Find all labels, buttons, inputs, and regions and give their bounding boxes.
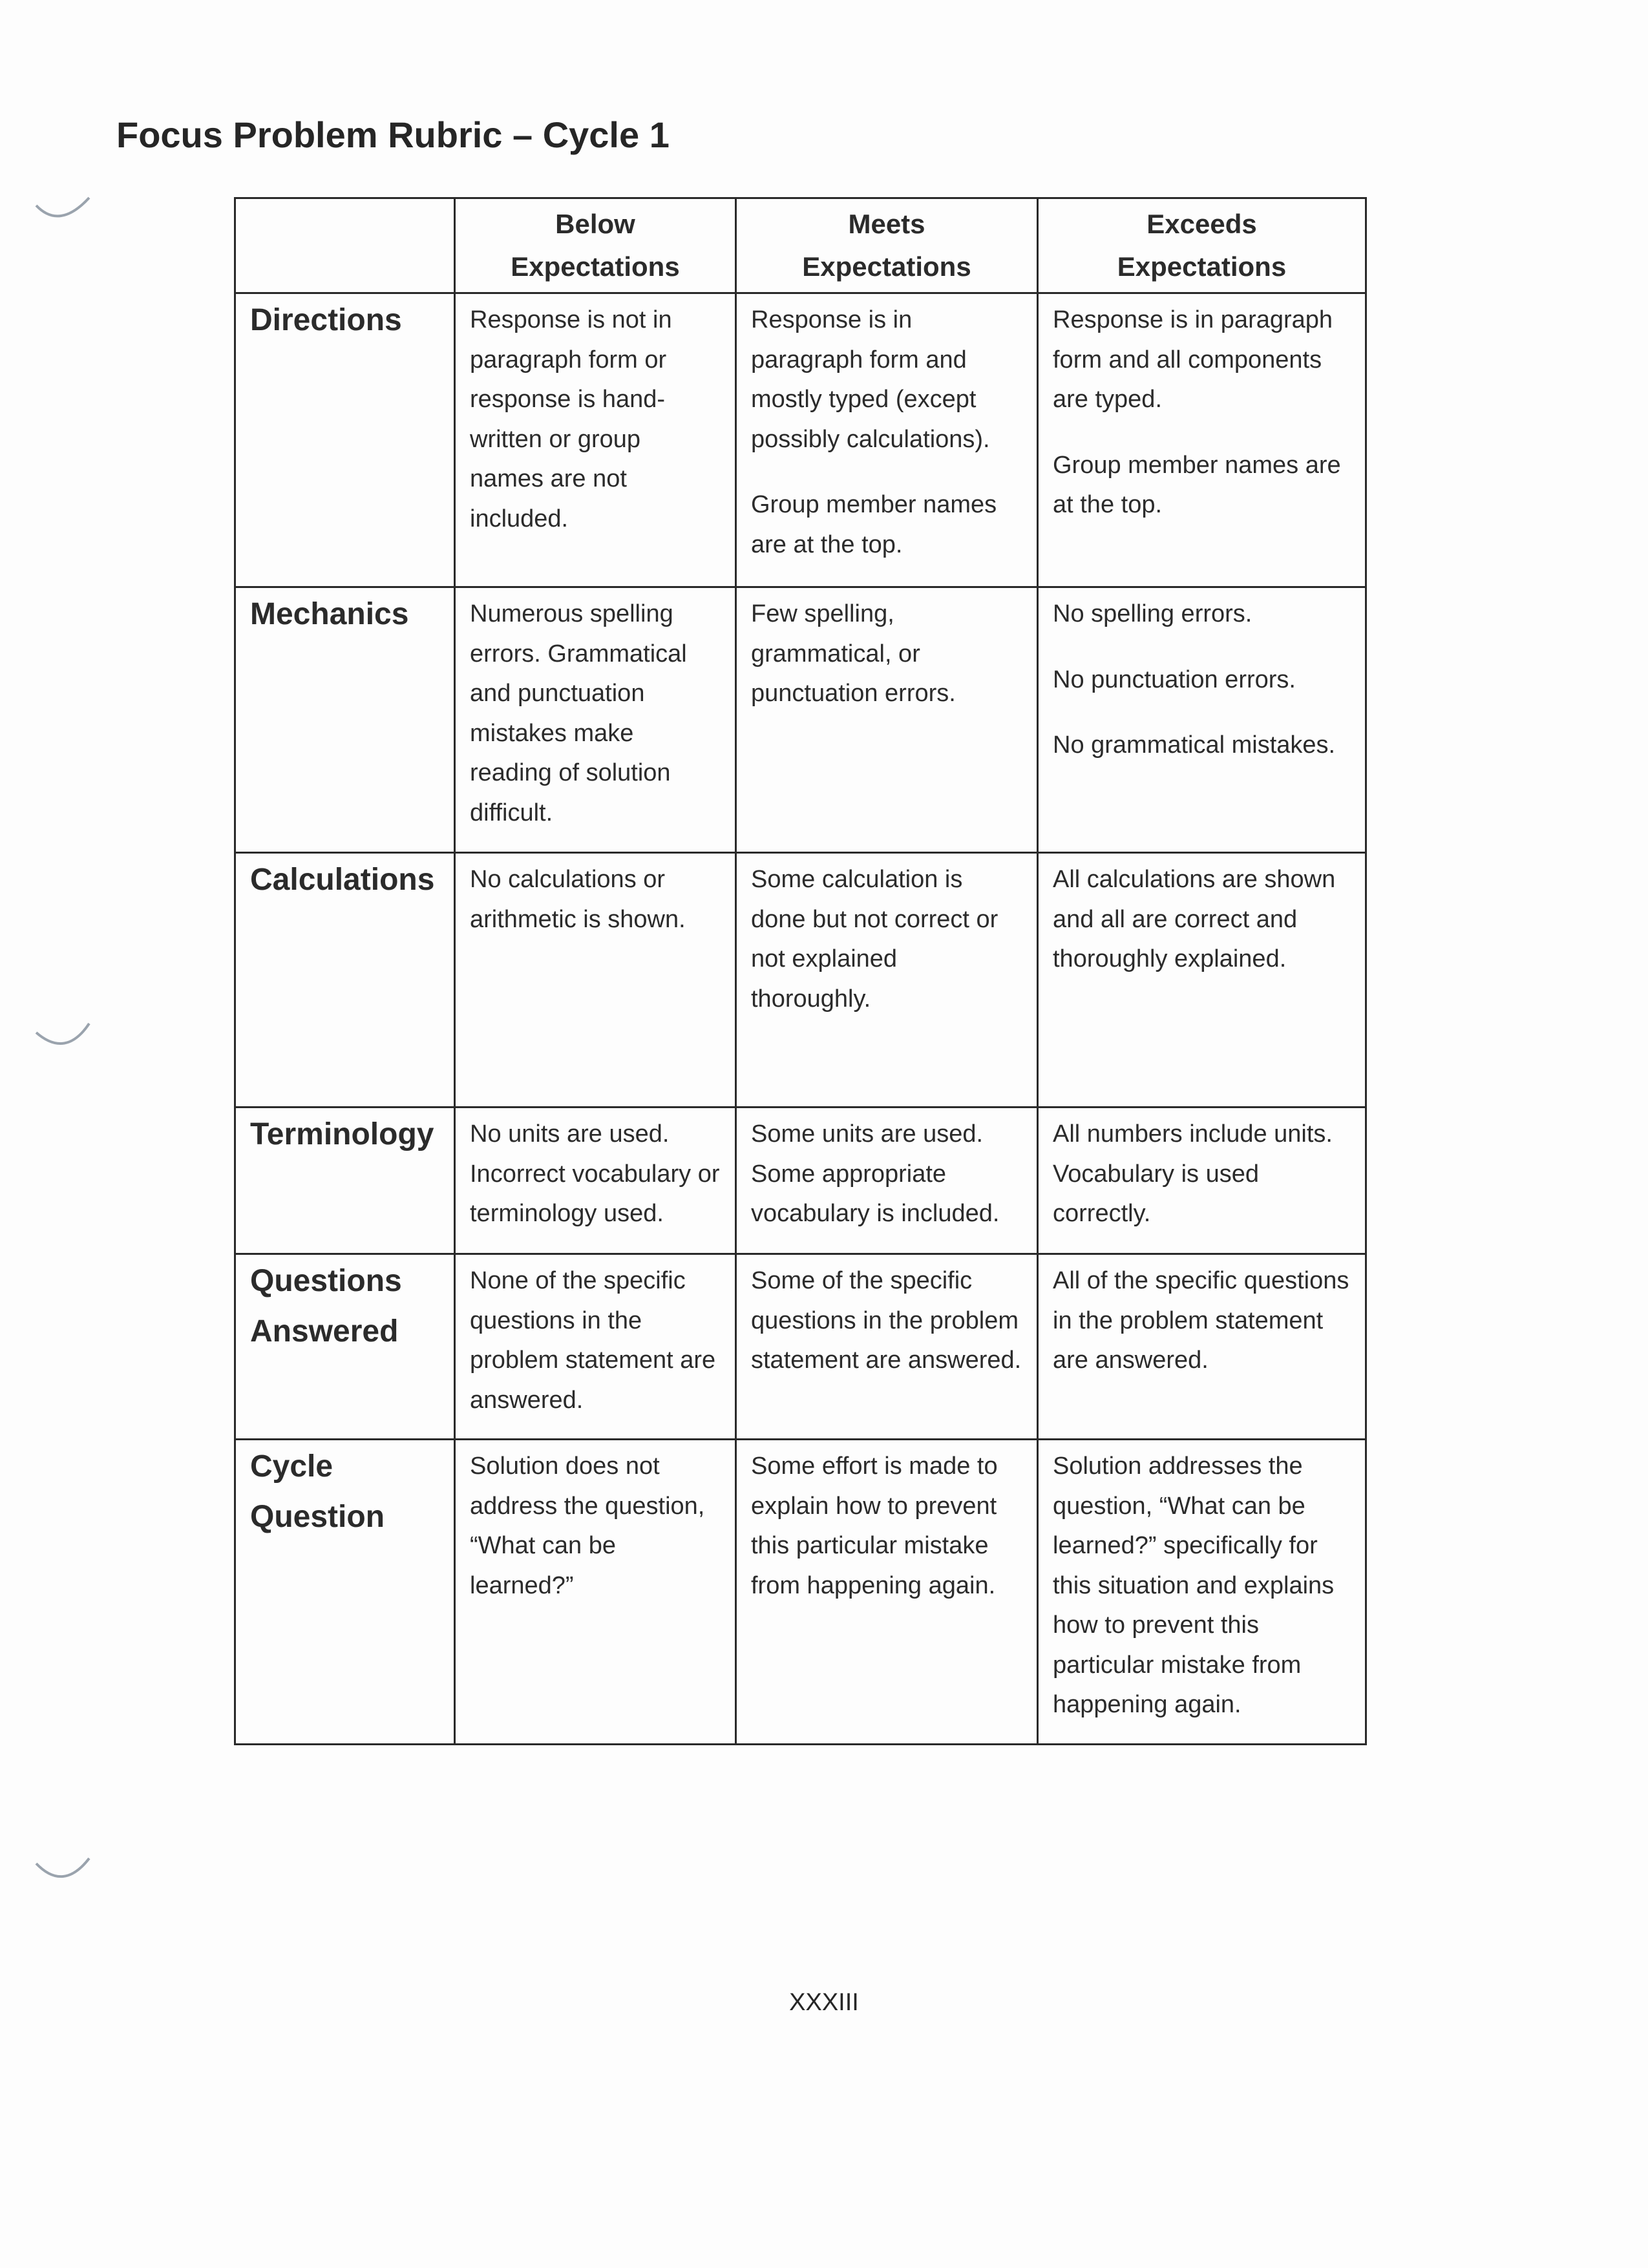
cell-text: No grammatical mistakes. <box>1053 731 1336 759</box>
header-cell-meets <box>736 198 1038 293</box>
criterion-cell <box>235 1254 455 1440</box>
cell-text: No units are used. Incorrect vocabulary or terminology used. <box>470 1120 720 1227</box>
exceeds-cell <box>1038 1254 1366 1440</box>
meets-cell <box>736 1440 1038 1745</box>
cell-text: Some of the specific questions in the problem statement are answered. <box>751 1267 1022 1374</box>
criterion-cell <box>235 587 455 853</box>
cell-text: Solution does not address the question, “What can be learned?” <box>470 1453 705 1599</box>
cell-text: No calculations or arithmetic is shown. <box>470 866 686 933</box>
header-row <box>235 198 1366 293</box>
meets-cell <box>736 1108 1038 1254</box>
below-cell <box>455 853 736 1108</box>
criterion-label: Question <box>250 1500 385 1534</box>
criterion-label: Questions <box>250 1264 402 1298</box>
criterion-cell <box>235 1440 455 1745</box>
below-cell <box>455 1254 736 1440</box>
binder-hole-mark-icon <box>34 194 93 233</box>
criterion-label: Mechanics <box>250 597 409 631</box>
rubric-row-calculations <box>235 853 1366 1108</box>
exceeds-cell <box>1038 853 1366 1108</box>
criterion-cell <box>235 293 455 587</box>
cell-text: Numerous spelling errors. Grammatical and punctuation mistakes make reading of solution difficult. <box>470 600 687 826</box>
criterion-cell <box>235 853 455 1108</box>
page-number: XXXIII <box>789 1989 859 2016</box>
cell-text: Response is in paragraph form and all components are typed. <box>1053 306 1333 413</box>
exceeds-cell <box>1038 1108 1366 1254</box>
cell-text: Some effort is made to explain how to prevent this particular mistake from happening again. <box>751 1453 998 1599</box>
header-line: Expectations <box>511 251 680 282</box>
exceeds-cell <box>1038 293 1366 587</box>
cell-text: Some units are used. Some appropriate vocabulary is included. <box>751 1120 1000 1227</box>
meets-cell <box>736 853 1038 1108</box>
header-cell-criteria <box>235 198 455 293</box>
header-cell-exceeds <box>1038 198 1366 293</box>
cell-text: Some calculation is done but not correct or not explained thoroughly. <box>751 866 998 1013</box>
criterion-label: Answered <box>250 1314 399 1349</box>
header-cell-below <box>455 198 736 293</box>
cell-text: Solution addresses the question, “What can be learned?” specifically for this situation and explains how to prevent this particular mistake from happening again. <box>1053 1453 1335 1718</box>
rubric-row-cycle-question <box>235 1440 1366 1745</box>
meets-cell <box>736 587 1038 853</box>
header-line: Exceeds <box>1146 209 1257 239</box>
exceeds-cell <box>1038 1440 1366 1745</box>
cell-text: Group member names are at the top. <box>1053 451 1341 518</box>
cell-text: All numbers include units. Vocabulary is used correctly. <box>1053 1120 1333 1227</box>
meets-cell <box>736 293 1038 587</box>
below-cell <box>455 293 736 587</box>
cell-text: Group member names are at the top. <box>751 491 997 558</box>
below-cell <box>455 1108 736 1254</box>
cell-text: No punctuation errors. <box>1053 666 1296 693</box>
criterion-label: Calculations <box>250 863 435 897</box>
below-cell <box>455 587 736 853</box>
rubric-row-directions <box>235 293 1366 587</box>
page-title: Focus Problem Rubric – Cycle 1 <box>116 114 670 155</box>
cell-text: Response is in paragraph form and mostly typed (except possibly calculations). <box>751 306 990 453</box>
cell-text: Few spelling, grammatical, or punctuation errors. <box>751 600 956 707</box>
cell-text: None of the specific questions in the problem statement are answered. <box>470 1267 716 1414</box>
criterion-cell <box>235 1108 455 1254</box>
below-cell <box>455 1440 736 1745</box>
cell-text: All of the specific questions in the problem statement are answered. <box>1053 1267 1349 1374</box>
rubric-row-terminology <box>235 1108 1366 1254</box>
criterion-label: Terminology <box>250 1117 434 1151</box>
rubric-row-mechanics <box>235 587 1366 853</box>
header-line: Meets <box>848 209 925 239</box>
rubric-table <box>234 197 1367 1745</box>
header-line: Below <box>555 209 635 239</box>
binder-hole-mark-icon <box>34 1854 93 1893</box>
header-line: Expectations <box>1117 251 1287 282</box>
cell-text: No spelling errors. <box>1053 600 1252 627</box>
header-line: Expectations <box>802 251 971 282</box>
cell-text: Response is not in paragraph form or response is hand-written or group names are not included. <box>470 306 672 532</box>
cell-text: All calculations are shown and all are correct and thoroughly explained. <box>1053 866 1336 972</box>
criterion-label: Directions <box>250 303 402 337</box>
binder-hole-mark-icon <box>34 1021 93 1060</box>
meets-cell <box>736 1254 1038 1440</box>
exceeds-cell <box>1038 587 1366 853</box>
criterion-label: Cycle <box>250 1449 333 1484</box>
rubric-row-questions-answered <box>235 1254 1366 1440</box>
